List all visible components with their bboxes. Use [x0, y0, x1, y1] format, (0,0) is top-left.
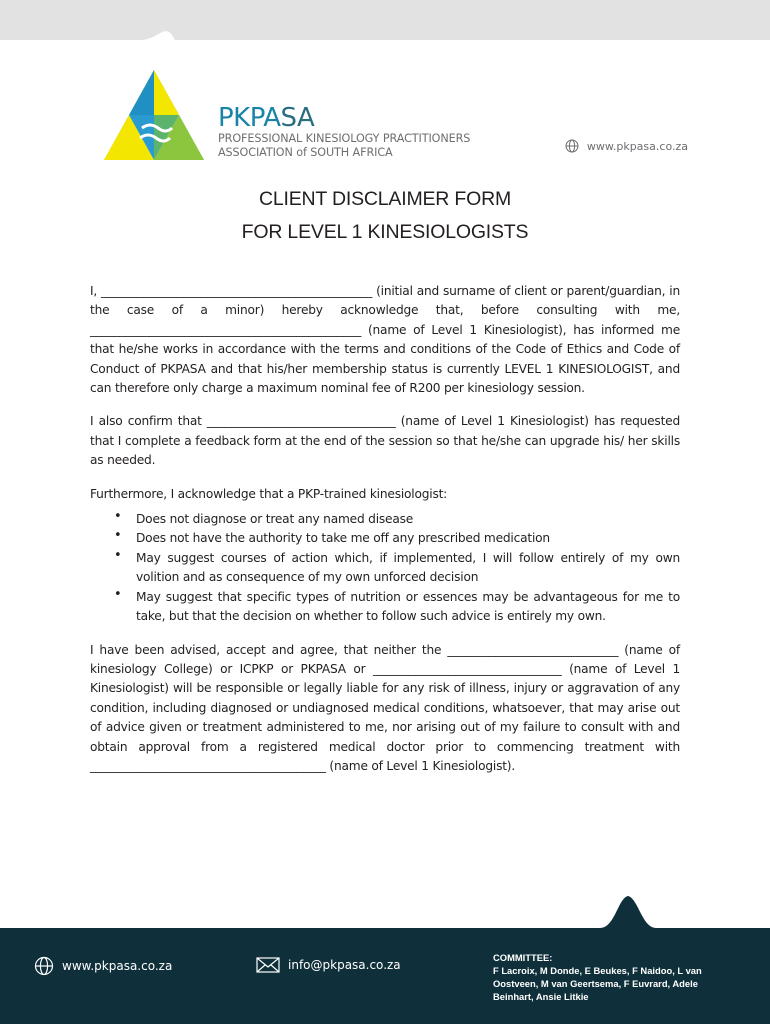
envelope-icon — [256, 956, 280, 974]
form-title-line2: FOR LEVEL 1 KINESIOLOGISTS — [241, 221, 529, 243]
footer-peak-shape — [560, 894, 700, 930]
committee-names: F Lacroix, M Donde, E Beukes, F Naidoo, L van Oostveen, M van Geertsema, F Euvrard, Adele Beinhart, Ansie Litkie — [493, 965, 702, 1002]
committee-block — [493, 951, 733, 1003]
bullet-item: • Does not diagnose or treat any named disease — [136, 510, 680, 529]
kinesiologist-bullets — [90, 510, 680, 626]
footer-email-text: info@pkpasa.co.za — [288, 958, 401, 972]
logo-triangle — [104, 70, 204, 162]
globe-icon — [565, 139, 579, 153]
paragraph-acknowledgement: I, ______________________________________________ (initial and surname of client or parent/guardian, in the case of a minor) hereby acknowledge that, before consulting with me, ______________________________________________ (name of Level 1 Kinesiologist), has informed me that he/she works in accordance with the terms and conditions of the Code of Ethics and Code of Conduct of PKPASA and that his/her membership status is currently LEVEL 1 KINESIOLOGIST, and can therefore only charge a maximum nominal fee of R200 per kinesiology session. — [90, 284, 680, 396]
form-body — [90, 282, 680, 776]
brand-name-a: PKPA — [218, 103, 281, 133]
bullet-item: • May suggest that specific types of nutrition or essences may be advantageous for me to take, but that the decision on whether to follow such advice is entirely my own. — [136, 588, 680, 627]
paragraph-liability: I have been advised, accept and agree, that neither the _____________________________ (name of kinesiology College) or ICPKP or PKPASA or ________________________________ (name of Level 1 Kinesiologist) will be responsible or legally liable for any risk of illness, injury or aggravation of any condition, including diagnosed or undiagnosed medical conditions, whatsoever, that may arise out of advice given or treatment administered to me, nor arising out of my failure to consult with and obtain approval from a registered medical doctor prior to commencing treatment with ________________________________________ (name of Level 1 Kinesiologist). — [90, 642, 680, 773]
bullet-item: • May suggest courses of action which, if implemented, I will follow entirely of my own volition and as consequence of my own unforced decision — [136, 549, 680, 588]
top-notch-shape — [0, 0, 770, 80]
header-website[interactable] — [565, 139, 688, 153]
footer-email[interactable] — [256, 956, 401, 974]
bullet-item: • Does not have the authority to take me off any prescribed medication — [136, 529, 680, 548]
footer-website-text: www.pkpasa.co.za — [62, 959, 173, 973]
brand-block — [218, 104, 470, 160]
form-title-line1: CLIENT DISCLAIMER FORM — [258, 188, 512, 210]
globe-icon — [34, 956, 54, 976]
brand-name-b: SA — [280, 103, 315, 133]
paragraph-furthermore: Furthermore, I acknowledge that a PKP-trained kinesiologist: — [90, 486, 448, 501]
brand-subtitle-2: ASSOCIATION of SOUTH AFRICA — [218, 146, 393, 159]
brand-name — [218, 104, 470, 132]
header-website-text: www.pkpasa.co.za — [586, 139, 688, 153]
paragraph-feedback: I also confirm that ________________________________ (name of Level 1 Kinesiologist) has requested that I complete a feedback form at the end of the session so that he/she can upgrade his/ her skills as needed. — [90, 414, 680, 468]
committee-label: COMMITTEE: — [493, 952, 553, 963]
footer-website[interactable] — [34, 956, 172, 976]
brand-subtitle-1: PROFESSIONAL KINESIOLOGY PRACTITIONERS — [218, 132, 471, 145]
